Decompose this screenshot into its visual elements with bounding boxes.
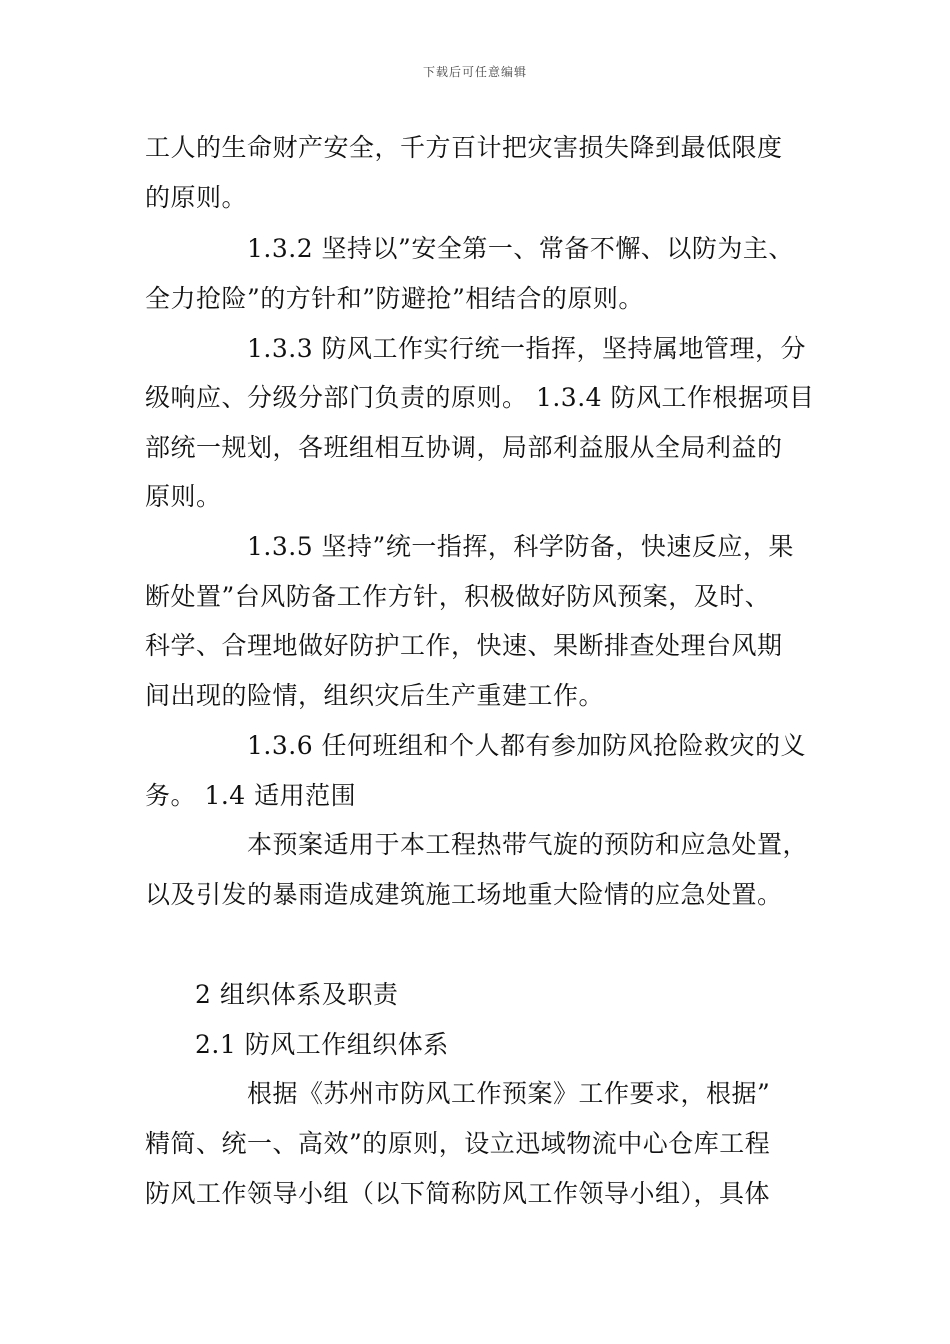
page-header: 下载后可任意编辑: [422, 65, 527, 79]
paragraph-line: 工人的生命财产安全，千方百计把灾害损失降到最低限度: [145, 133, 783, 162]
paragraph-line: 原则。: [145, 482, 222, 511]
paragraph-line: 间出现的险情，组织灾后生产重建工作。: [145, 681, 605, 710]
paragraph-line: 1.3.2 坚持以”安全第一、常备不懈、以防为主、: [247, 234, 794, 263]
paragraph-line: 防风工作领导小组（以下简称防风工作领导小组），具体: [145, 1179, 771, 1208]
paragraph-line: 全力抢险”的方针和”防避抢”相结合的原则。: [145, 284, 644, 313]
paragraph-line: 的原则。: [145, 183, 248, 212]
paragraph-line: 断处置”台风防备工作方针，积极做好防风预案，及时、: [145, 582, 771, 611]
paragraph-line: 精简、统一、高效”的原则，设立迅域物流中心仓库工程: [145, 1129, 771, 1158]
subsection-heading: 2.1 防风工作组织体系: [195, 1030, 449, 1059]
paragraph-line: 1.3.3 防风工作实行统一指挥，坚持属地管理，分: [247, 334, 807, 363]
paragraph-line: 务。 1.4 适用范围: [145, 781, 357, 810]
section-heading: 2 组织体系及职责: [195, 980, 399, 1009]
paragraph-line: 科学、合理地做好防护工作，快速、果断排查处理台风期: [145, 631, 783, 660]
paragraph-line: 根据《苏州市防风工作预案》工作要求，根据”: [247, 1079, 771, 1108]
paragraph-line: 本预案适用于本工程热带气旋的预防和应急处置，: [247, 830, 809, 859]
paragraph-line: 1.3.6 任何班组和个人都有参加防风抢险救灾的义: [247, 731, 807, 760]
paragraph-line: 以及引发的暴雨造成建筑施工场地重大险情的应急处置。: [145, 880, 783, 909]
paragraph-line: 1.3.5 坚持”统一指挥，科学防备，快速反应，果: [247, 532, 794, 561]
paragraph-line: 级响应、分级分部门负责的原则。 1.3.4 防风工作根据项目: [145, 383, 815, 412]
paragraph-line: 部统一规划，各班组相互协调，局部利益服从全局利益的: [145, 433, 783, 462]
